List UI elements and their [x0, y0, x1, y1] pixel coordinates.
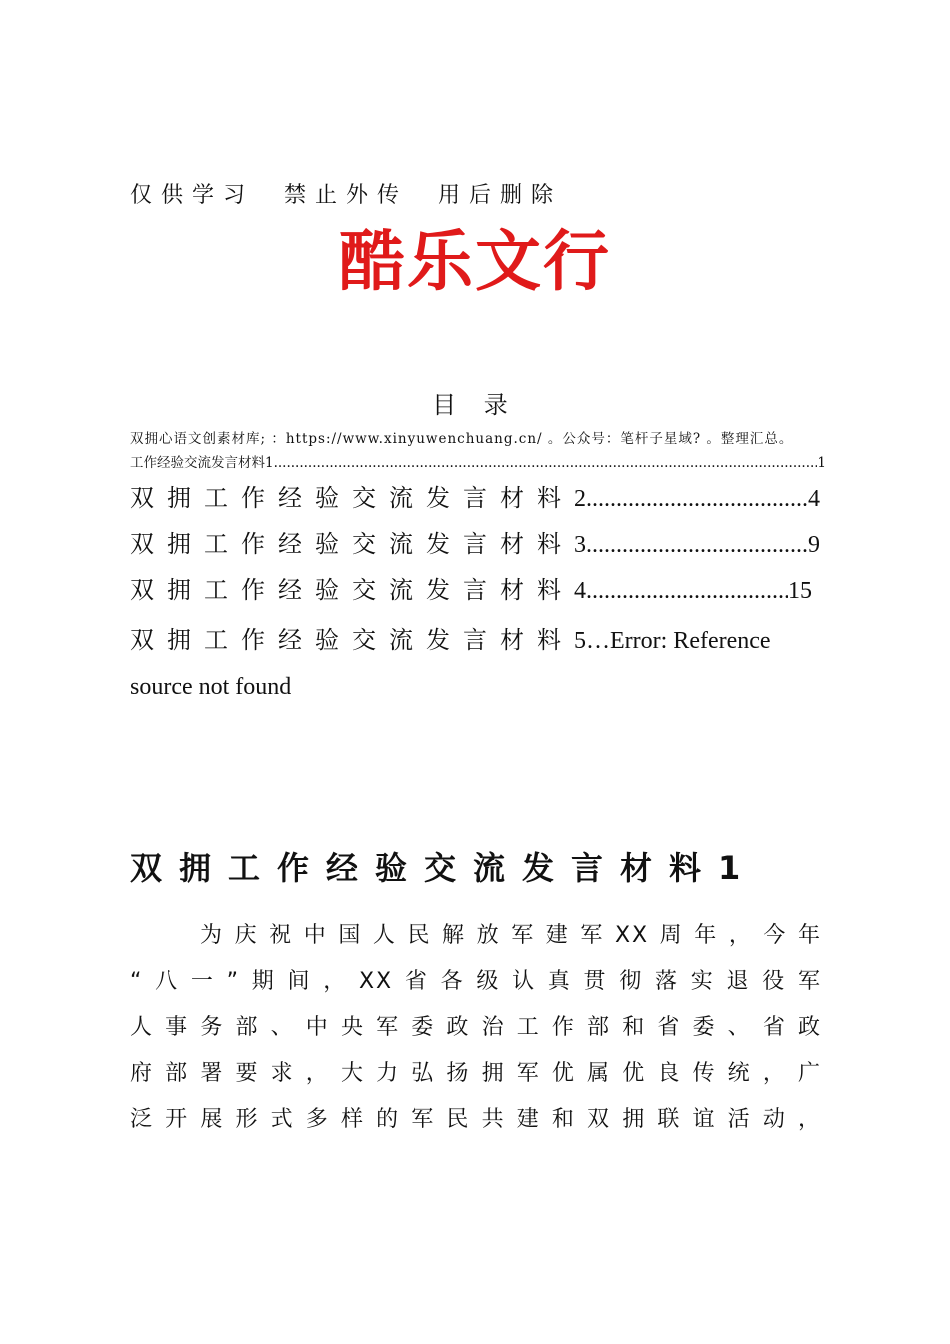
body-line: “八一”期间，XX省各级认真贯彻落实退役军 — [130, 969, 822, 994]
toc-leader — [586, 578, 788, 605]
section-body — [130, 913, 822, 1143]
brand-title: 酷乐文行 — [339, 223, 611, 300]
toc-entry-number: 3 — [574, 532, 586, 558]
body-line: 泛开展形式多样的军民共建和双拥联谊活动， — [130, 1107, 822, 1132]
toc-leader — [586, 532, 808, 559]
notice-banner — [130, 178, 576, 209]
toc-source-line: 双拥心语文创素材库; ：https://www.xinyuwenchuang.cn/ 。公众号：笔杆子星域? 。整理汇总。 — [130, 431, 794, 447]
toc-title: 目 录 — [432, 391, 518, 419]
notice-part: 仅供学习 — [130, 183, 255, 208]
toc-entry-page: …Error: Reference source not found — [130, 628, 771, 700]
toc-entry-title: 工作经验交流发言材料1 — [130, 455, 274, 471]
toc-entry-page: 4 — [808, 486, 820, 512]
section-heading: 双拥工作经验交流发言材料1 — [130, 849, 758, 887]
body-line: 人事务部、中央军委政治工作部和省委、省政 — [130, 1015, 822, 1040]
notice-part: 禁止外传 — [284, 183, 409, 208]
toc-entry[interactable] — [130, 617, 820, 710]
toc-entry-title: 双拥工作经验交流发言材料 — [130, 530, 574, 558]
toc-entry-number: 4 — [574, 578, 586, 604]
toc-entry-title: 双拥工作经验交流发言材料 — [130, 484, 574, 512]
toc-entry-number: 5 — [574, 628, 586, 654]
toc-entry[interactable] — [130, 524, 820, 559]
toc-entry-page: 9 — [808, 532, 820, 558]
body-line: 为庆祝中国人民解放军建军XX周年，今年 — [200, 923, 822, 948]
notice-part: 用后删除 — [438, 183, 563, 208]
toc-entry-number: 2 — [574, 486, 586, 512]
body-line: 府部署要求，大力弘扬拥军优属优良传统，广 — [130, 1061, 822, 1086]
toc-entry-title: 双拥工作经验交流发言材料 — [130, 576, 574, 604]
toc-leader — [274, 455, 818, 471]
toc-entry[interactable] — [130, 478, 820, 513]
toc-entry[interactable] — [130, 570, 812, 605]
toc-leader — [586, 486, 808, 513]
toc-entry-page: 1 — [817, 455, 826, 471]
toc-entry[interactable] — [130, 451, 826, 471]
toc-entry-page: 15 — [788, 578, 812, 604]
toc-entry-title: 双拥工作经验交流发言材料 — [130, 626, 574, 654]
